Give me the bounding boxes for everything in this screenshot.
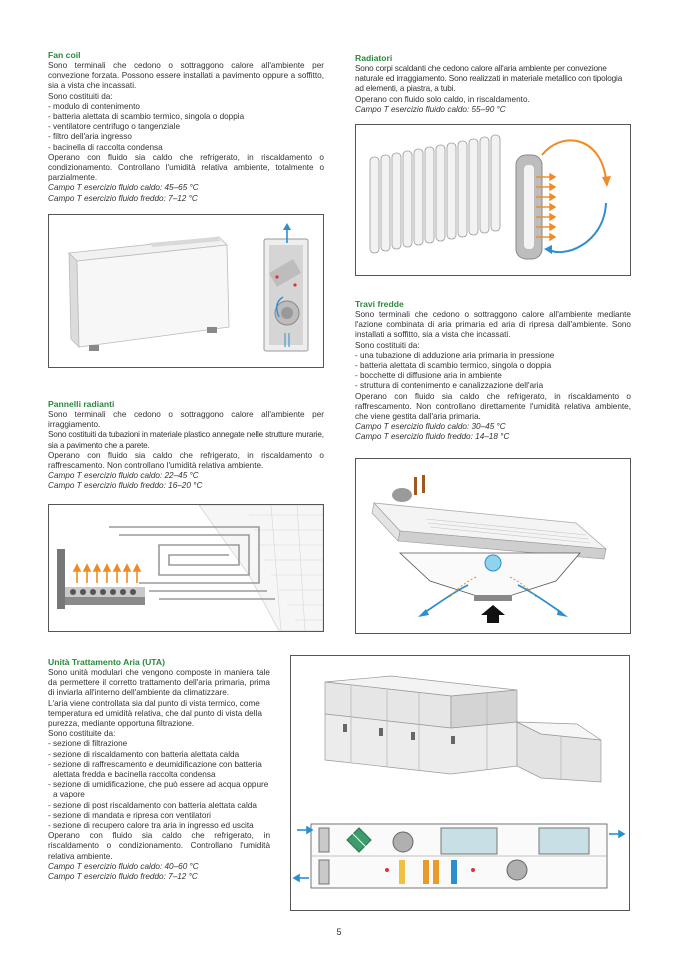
- travi-operation: Operano con fluido sia caldo che refrigerato, in riscaldamento o raffrescamento. Non controllano direttamente l'umidità relativa ambiente, che viene gestita dall'aria primaria.: [355, 391, 631, 422]
- list-item: - struttura di contenimento e canalizzazione dell'aria: [355, 381, 544, 391]
- uta-control: L'aria viene controllata sia dal punto di vista termico, come temperatura ed umidità relativa, che dal punto di vista della purezza, mediante opportuna filtrazione.: [48, 698, 262, 729]
- travi-section: [355, 299, 631, 443]
- fan-coil-section: [48, 50, 324, 204]
- list-item: - bacinella di raccolta condensa: [48, 142, 163, 152]
- list-item: - sezione di post riscaldamento con batteria alettata calda: [48, 800, 257, 810]
- travi-temp-hot: Campo T esercizio fluido caldo: 30–45 °C: [355, 422, 506, 432]
- travi-figure: [355, 458, 631, 634]
- uta-operation: Operano con fluido sia caldo che refrigerato, in riscaldamento o condizionamento. Controllano l'umidità relativa ambiente.: [48, 831, 270, 861]
- list-item: - ventilatore centrifugo o tangenziale: [48, 122, 180, 132]
- fan-coil-components-label: Sono costituiti da:: [48, 91, 113, 101]
- list-item: - batteria alettata di scambio termico, singola o doppia: [355, 361, 552, 371]
- travi-title: Travi fredde: [355, 299, 404, 309]
- fan-coil-illustration: [49, 215, 323, 367]
- list-item: - sezione di raffrescamento e deumidificazione con batteria alettata fredda e bacinella raccolta condensa: [48, 759, 262, 780]
- pannelli-intro: Sono terminali che cedono o sottraggono calore all'ambiente per irraggiamento.: [48, 410, 324, 430]
- radiatori-illustration: [356, 125, 630, 275]
- fan-coil-temp-hot: Campo T esercizio fluido caldo: 45–65 °C: [48, 183, 199, 193]
- uta-figure: [290, 655, 630, 911]
- radiatori-figure: [355, 124, 631, 276]
- radiatori-operation: Operano con fluido solo caldo, in riscaldamento.: [355, 94, 530, 104]
- fan-coil-intro: Sono terminali che cedono o sottraggono calore all'ambiente per convezione forzata. Possono essere installati a pavimento oppure a soffitto, sia a vista che incassati.: [48, 61, 324, 91]
- uta-temp-cold: Campo T esercizio fluido freddo: 7–12 °C: [48, 872, 198, 882]
- travi-intro: Sono terminali che cedono o sottraggono calore all'ambiente mediante l'azione combinata di aria primaria ed aria di ripresa dall'ambiente. Sono installati a soffitto, sia a vista che incassati.: [355, 310, 631, 340]
- list-item: - bocchette di diffusione aria in ambiente: [355, 371, 502, 381]
- radiatori-intro: Sono corpi scaldanti che cedono calore all'aria ambiente per convezione naturale ed irraggiamento. Sono realizzati in materiale metallico con tipologia ad elementi, a piastra, a tubi.: [355, 64, 623, 94]
- fan-coil-operation: Operano con fluido sia caldo che refrigerato, in riscaldamento o condizionamento. Controllano l'umidità relativa ambiente, totalmente o parzialmente.: [48, 152, 324, 183]
- list-item: - sezione di recupero calore tra aria in ingresso ed uscita: [48, 821, 254, 831]
- list-item: - sezione di umidificazione, che può essere ad acqua oppure a vapore: [48, 780, 269, 800]
- uta-illustration: [291, 656, 629, 910]
- pannelli-structure: Sono costituiti da tubazioni in materiale plastico annegate nelle strutture murarie, sia a pavimento che a parete.: [48, 430, 324, 450]
- fan-coil-title: Fan coil: [48, 50, 81, 60]
- pannelli-figure: [48, 504, 324, 632]
- pannelli-title: Pannelli radianti: [48, 399, 115, 409]
- list-item: - una tubazione di adduzione aria primaria in pressione: [355, 350, 555, 360]
- uta-title: Unità Trattamento Aria (UTA): [48, 657, 165, 667]
- pannelli-temp-cold: Campo T esercizio fluido freddo: 16–20 °C: [48, 481, 203, 491]
- list-item: - sezione di mandata e ripresa con ventilatori: [48, 810, 211, 820]
- pannelli-operation: Operano con fluido sia caldo che refrigerato, in riscaldamento o raffrescamento. Non controllano l'umidità relativa ambiente.: [48, 450, 324, 471]
- fan-coil-temp-cold: Campo T esercizio fluido freddo: 7–12 °C: [48, 193, 198, 203]
- uta-section: [48, 657, 270, 882]
- travi-components-label: Sono costituiti da:: [355, 340, 420, 350]
- pannelli-temp-hot: Campo T esercizio fluido caldo: 22–45 °C: [48, 471, 199, 481]
- radiatori-title: Radiatori: [355, 53, 393, 63]
- pannelli-illustration: [49, 505, 323, 631]
- travi-temp-cold: Campo T esercizio fluido freddo: 14–18 °C: [355, 432, 510, 442]
- radiatori-temp-hot: Campo T esercizio fluido caldo: 55–90 °C: [355, 104, 506, 114]
- list-item: - batteria alettata di scambio termico, singola o doppia: [48, 112, 245, 122]
- uta-components-label: Sono costituite da:: [48, 729, 116, 739]
- pannelli-section: [48, 399, 324, 492]
- radiatori-section: [355, 53, 631, 115]
- page-number: 5: [336, 927, 342, 937]
- list-item: - sezione di filtrazione: [48, 739, 128, 749]
- uta-intro: Sono unità modulari che vengono composte in maniera tale da permettere il corretto trattamento dell'aria primaria, prima di inviarla all'interno dell'ambiente da climatizzare.: [48, 668, 270, 698]
- list-item: - sezione di riscaldamento con batteria alettata calda: [48, 749, 240, 759]
- fan-coil-figure: [48, 214, 324, 368]
- list-item: - filtro dell'aria ingresso: [48, 132, 132, 142]
- travi-illustration: [356, 459, 630, 633]
- list-item: - modulo di contenimento: [48, 101, 140, 111]
- uta-temp-hot: Campo T esercizio fluido caldo: 40–60 °C: [48, 861, 199, 871]
